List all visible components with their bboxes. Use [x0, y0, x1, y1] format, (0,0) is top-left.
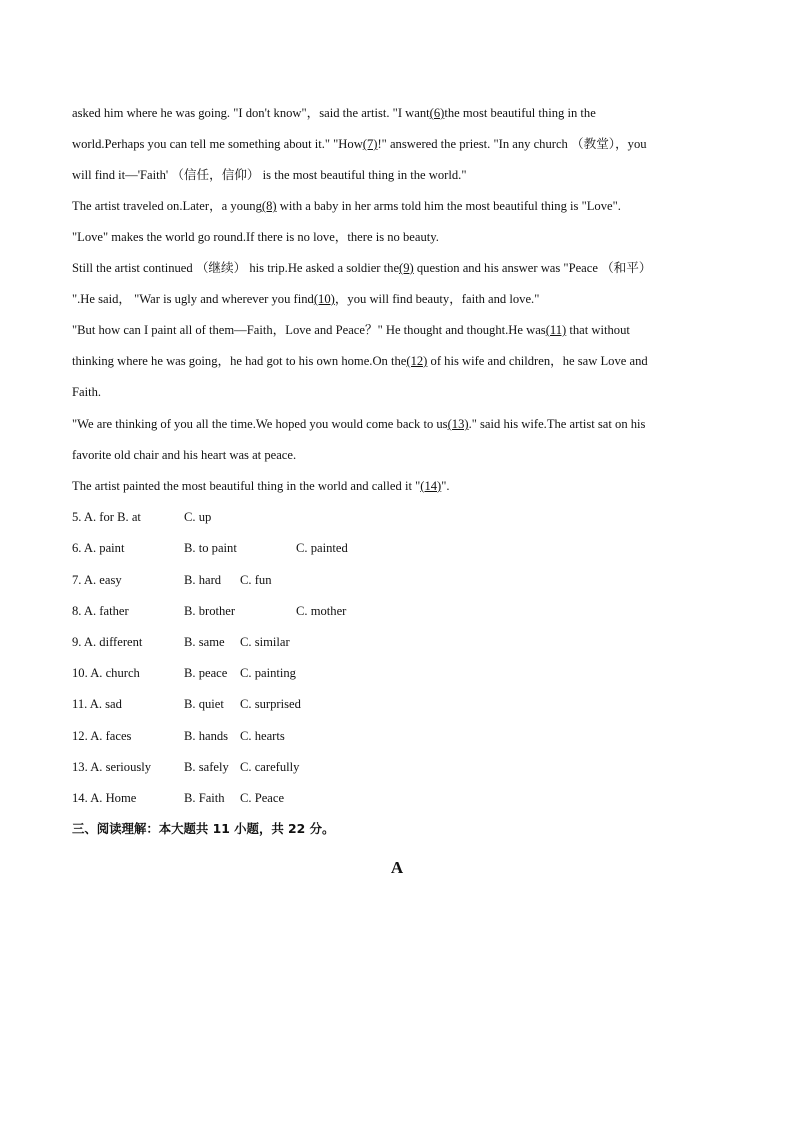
option-a: 10. A. church	[72, 666, 140, 680]
blank-7: (7)	[362, 137, 378, 151]
question-5-options	[72, 509, 572, 525]
passage-text: that without	[566, 323, 630, 337]
passage-line-9	[72, 353, 732, 369]
blank-9: (9)	[399, 261, 414, 275]
question-11-options	[72, 696, 572, 712]
option-b: B. brother	[184, 604, 236, 618]
question-14-options	[72, 790, 572, 806]
passage-text: "Love" makes the world go round.If there is no love，there is no beauty.	[72, 230, 439, 244]
passage-text: will find it—'Faith' （信任，信仰） is the most beautiful thing in the world."	[72, 168, 467, 182]
passage-text: Still the artist continued （继续） his trip.He asked a soldier the	[72, 261, 400, 275]
option-b: B. hard	[184, 573, 222, 587]
passage-text: ，you will find beauty，faith and love."	[334, 292, 540, 306]
passage-line-10	[72, 384, 732, 400]
option-a-b: 5. A. for B. at	[72, 510, 141, 524]
option-c: C. carefully	[240, 760, 300, 774]
option-c: C. mother	[296, 604, 347, 618]
option-c: C. up	[184, 510, 212, 524]
passage-text: ".He said， "War is ugly and wherever you find	[72, 292, 314, 306]
passage-line-6	[72, 260, 732, 276]
passage-text: thinking where he was going，he had got to his own home.On the	[72, 354, 407, 368]
passage-text: ".	[441, 479, 450, 493]
question-8-options	[72, 603, 572, 619]
passage-text: question and his answer was "Peace （和平）	[413, 261, 652, 275]
blank-14: (14)	[420, 479, 442, 493]
blank-11: (11)	[545, 323, 567, 337]
blank-6: (6)	[429, 106, 445, 120]
option-a: 12. A. faces	[72, 729, 132, 743]
option-b: B. peace	[184, 666, 228, 680]
option-b: B. same	[184, 635, 225, 649]
passage-text: The artist painted the most beautiful thing in the world and called it "	[72, 479, 421, 493]
passage-line-12	[72, 447, 732, 463]
passage-line-8	[72, 322, 732, 338]
passage-text: with a baby in her arms told him the most beautiful thing is "Love".	[276, 199, 621, 213]
option-a: 7. A. easy	[72, 573, 122, 587]
option-c: C. Peace	[240, 791, 285, 805]
passage-text: of his wife and children，he saw Love and	[427, 354, 648, 368]
blank-8: (8)	[261, 199, 277, 213]
passage-text: "But how can I paint all of them—Faith，Love and Peace？" He thought and thought.He was	[72, 323, 546, 337]
option-b: B. Faith	[184, 791, 225, 805]
passage-line-2	[72, 136, 732, 152]
option-a: 11. A. sad	[72, 697, 122, 711]
passage-text: The artist traveled on.Later，a young	[72, 199, 262, 213]
question-9-options	[72, 634, 572, 650]
question-10-options	[72, 665, 572, 681]
passage-text: favorite old chair and his heart was at peace.	[72, 448, 297, 462]
question-7-options	[72, 572, 572, 588]
option-b: B. to paint	[184, 541, 237, 555]
option-b: B. hands	[184, 729, 229, 743]
passage-line-7	[72, 291, 732, 307]
passage-text: world.Perhaps you can tell me something about it." "How	[72, 137, 363, 151]
passage-line-5	[72, 229, 732, 245]
passage-line-3	[72, 167, 732, 183]
passage-line-1	[72, 105, 732, 121]
option-c: C. similar	[240, 635, 290, 649]
passage-text: ." said his wife.The artist sat on his	[468, 417, 646, 431]
option-a: 9. A. different	[72, 635, 143, 649]
option-a: 6. A. paint	[72, 541, 125, 555]
option-b: B. safely	[184, 760, 229, 774]
passage-text: Faith.	[72, 385, 102, 399]
passage-line-4	[72, 198, 732, 214]
section-title: 三、阅读理解：本大题共 11 小题，共 22 分。	[72, 821, 335, 836]
passage-text: "We are thinking of you all the time.We hoped you would come back to us	[72, 417, 448, 431]
option-c: C. painted	[296, 541, 348, 555]
passage-text: !" answered the priest. "In any church （教堂），you	[377, 137, 647, 151]
option-c: C. surprised	[240, 697, 301, 711]
option-a: 13. A. seriously	[72, 760, 152, 774]
passage-text: the most beautiful thing in the	[444, 106, 596, 120]
part-heading: A	[390, 858, 404, 877]
option-a: 8. A. father	[72, 604, 129, 618]
question-12-options	[72, 728, 572, 744]
blank-13: (13)	[447, 417, 469, 431]
option-c: C. hearts	[240, 729, 285, 743]
option-c: C. fun	[240, 573, 272, 587]
option-a: 14. A. Home	[72, 791, 137, 805]
passage-text: asked him where he was going. "I don't know"，said the artist. "I want	[72, 106, 430, 120]
passage-line-13	[72, 478, 732, 494]
blank-12: (12)	[406, 354, 428, 368]
option-c: C. painting	[240, 666, 296, 680]
blank-10: (10)	[313, 292, 335, 306]
question-6-options	[72, 540, 572, 556]
passage-line-11	[72, 416, 732, 432]
question-13-options	[72, 759, 572, 775]
option-b: B. quiet	[184, 697, 224, 711]
